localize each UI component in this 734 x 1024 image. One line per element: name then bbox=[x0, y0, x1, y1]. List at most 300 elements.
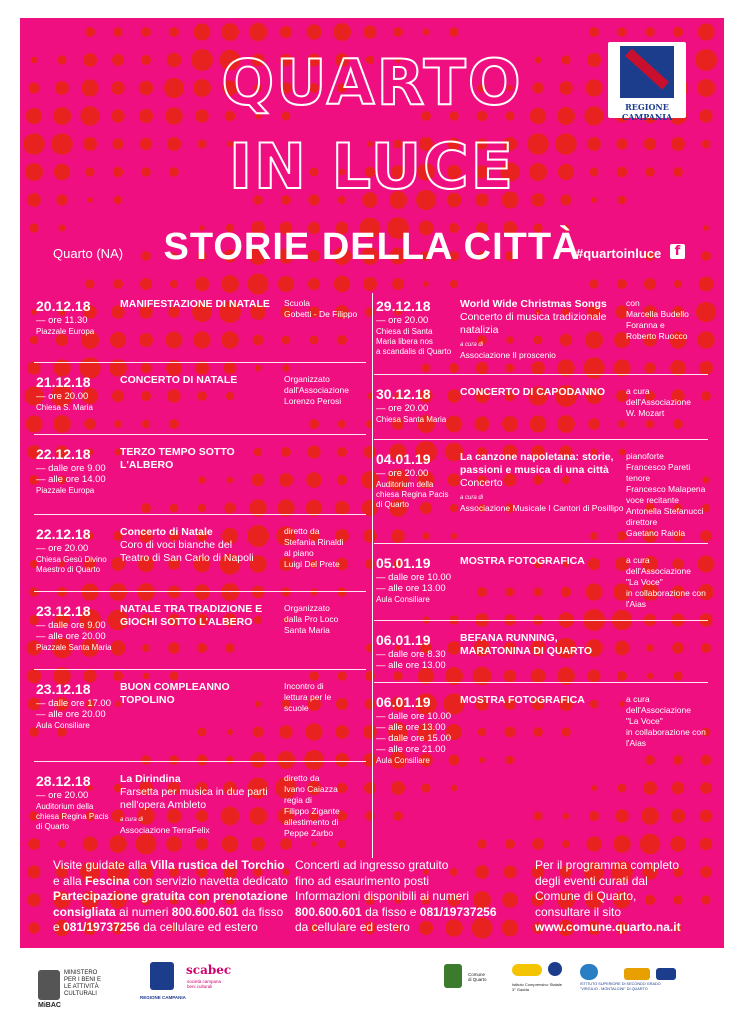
event-note-line: dell'Associazione bbox=[626, 705, 691, 715]
event-date: 22.12.18 bbox=[36, 526, 91, 542]
event-note-line: Ivano Caiazza bbox=[284, 784, 338, 794]
decorative-dot bbox=[449, 27, 458, 36]
decorative-dot bbox=[365, 671, 375, 681]
event-venue: a scandalis di Quarto bbox=[376, 347, 452, 356]
decorative-dot bbox=[253, 727, 264, 738]
event-title-line: CONCERTO DI NATALE bbox=[120, 374, 238, 386]
decorative-dot bbox=[169, 671, 178, 680]
event-title-line: L'ALBERO bbox=[120, 459, 174, 471]
decorative-dot bbox=[450, 280, 458, 288]
sponsor-logos-bar bbox=[0, 948, 734, 1024]
event-note-line: direttore bbox=[626, 517, 658, 527]
location-label: Quarto (NA) bbox=[53, 246, 124, 261]
footer-line[interactable]: www.comune.quarto.na.it bbox=[535, 920, 681, 934]
event-note-line: a cura bbox=[626, 694, 650, 704]
event-separator bbox=[34, 761, 366, 762]
footer-info-visits bbox=[53, 858, 288, 936]
decorative-dot bbox=[447, 473, 460, 486]
decorative-dot bbox=[194, 584, 210, 600]
event-venue: di Quarto bbox=[376, 500, 409, 509]
event-note-line: Santa Maria bbox=[284, 625, 330, 635]
event-time: — dalle ore 8.30 bbox=[376, 649, 446, 660]
decorative-dot bbox=[701, 643, 711, 653]
decorative-dot bbox=[27, 361, 40, 374]
event-note-line: a cura bbox=[626, 555, 650, 565]
decorative-dot bbox=[166, 836, 182, 852]
decorative-dot bbox=[365, 811, 374, 820]
event-note-line: Peppe Zarbo bbox=[284, 828, 334, 838]
decorative-dot bbox=[451, 785, 458, 792]
event-title-line: MANIFESTAZIONE DI NATALE bbox=[120, 298, 270, 310]
decorative-dot bbox=[504, 670, 517, 683]
event-separator bbox=[374, 543, 708, 544]
event-separator bbox=[34, 362, 366, 363]
event-note bbox=[626, 451, 705, 539]
event-note-line: W. Mozart bbox=[626, 408, 665, 418]
regione-logo-label: REGIONE CAMPANIA bbox=[140, 995, 186, 1000]
event-date: 22.12.18 bbox=[36, 446, 91, 462]
footer-line: Per il programma completo bbox=[535, 858, 680, 872]
decorative-dot bbox=[700, 810, 713, 823]
decorative-dot bbox=[701, 391, 711, 401]
footer-info-website bbox=[535, 858, 681, 936]
decorative-dot bbox=[113, 279, 123, 289]
event-note-line: Luigi Del Prete bbox=[284, 559, 340, 569]
decorative-dot bbox=[699, 361, 713, 375]
facebook-icon[interactable]: f bbox=[670, 244, 685, 259]
event-date: 23.12.18 bbox=[36, 681, 91, 697]
decorative-dot bbox=[619, 449, 626, 456]
decorative-dot bbox=[583, 357, 604, 378]
event-title-line: MOSTRA FOTOGRAFICA bbox=[460, 555, 585, 567]
event-note-line: diretto da bbox=[284, 526, 320, 536]
event-note bbox=[626, 694, 706, 749]
event-venue: di Quarto bbox=[36, 822, 69, 831]
decorative-dot bbox=[646, 644, 654, 652]
event-title bbox=[460, 386, 605, 399]
footer-line: consigliata ai numeri 800.600.601 da fisso bbox=[53, 904, 284, 919]
event-note-line: Roberto Ruocco bbox=[626, 331, 688, 341]
mibac-text: MINISTERO PER I BENI E LE ATTIVITÀ CULTURALI bbox=[64, 970, 102, 997]
decorative-dot bbox=[363, 277, 377, 291]
decorative-dot bbox=[282, 336, 291, 345]
decorative-dot bbox=[282, 364, 290, 372]
decorative-dot bbox=[221, 583, 239, 601]
decorative-dot bbox=[557, 415, 575, 433]
event-title-line: BUON COMPLEANNO bbox=[120, 681, 230, 693]
event-note bbox=[284, 773, 340, 839]
event-title bbox=[120, 298, 270, 311]
event-subtitle-line: Farsetta per musica in due parti bbox=[120, 786, 268, 798]
event-subtitle-line: Concerto di musica tradizionale bbox=[460, 311, 607, 323]
hashtag: #quartoinluce bbox=[576, 246, 662, 261]
decorative-dot bbox=[533, 811, 542, 820]
event-organizer-name: Associazione TerraFelix bbox=[120, 825, 210, 835]
event-time: — dalle ore 10.00 bbox=[376, 572, 451, 583]
subtitle: STORIE DELLA CITTÀ bbox=[163, 226, 581, 268]
event-times bbox=[376, 315, 451, 356]
footer-line: Concerti ad ingresso gratuito bbox=[295, 858, 449, 872]
decorative-dot bbox=[193, 331, 210, 348]
event-note-line: Gobetti - De Filippo bbox=[284, 309, 358, 319]
decorative-dot bbox=[646, 420, 655, 429]
event-note bbox=[284, 681, 331, 714]
event-separator bbox=[34, 669, 366, 670]
decorative-dot bbox=[337, 335, 347, 345]
decorative-dot bbox=[674, 280, 682, 288]
event-note bbox=[284, 298, 357, 320]
decorative-dot bbox=[700, 782, 712, 794]
event-times bbox=[376, 403, 446, 424]
event-times bbox=[36, 790, 108, 831]
decorative-dot bbox=[530, 416, 547, 433]
decorative-dot bbox=[617, 27, 626, 36]
event-organizer-label: a cura di bbox=[460, 342, 484, 348]
decorative-dot bbox=[168, 586, 181, 599]
event-title-line: BEFANA RUNNING, bbox=[460, 632, 558, 644]
school2-label: ISTITUTO SUPERIORE DI SECONDO GRADO "VIRGILIO - MONTALCINI" DI QUARTO bbox=[580, 982, 661, 991]
event-title bbox=[120, 773, 268, 812]
decorative-dot bbox=[672, 642, 684, 654]
event-title bbox=[460, 298, 607, 337]
event-time: — ore 20.00 bbox=[36, 543, 89, 554]
event-note-line: Gaetano Raiola bbox=[626, 528, 686, 538]
event-venue: chiesa Regina Pacis bbox=[376, 490, 449, 499]
decorative-dot bbox=[224, 362, 237, 375]
decorative-dot bbox=[365, 307, 375, 317]
decorative-dot bbox=[645, 27, 655, 37]
decorative-dot bbox=[197, 643, 207, 653]
decorative-dot bbox=[617, 671, 627, 681]
decorative-dot bbox=[141, 363, 152, 374]
decorative-dot bbox=[641, 807, 659, 825]
decorative-dot bbox=[393, 811, 403, 821]
event-note-line: regia di bbox=[284, 795, 312, 805]
decorative-dot bbox=[613, 835, 631, 853]
decorative-dot bbox=[393, 27, 403, 37]
decorative-dot bbox=[197, 391, 207, 401]
decorative-dot bbox=[697, 331, 715, 349]
decorative-dot bbox=[305, 723, 322, 740]
event-note-line: "La Voce" bbox=[626, 716, 663, 726]
event-title bbox=[460, 632, 592, 658]
decorative-dot bbox=[449, 363, 459, 373]
footer-line: da cellulare ed estero bbox=[295, 920, 410, 934]
decorative-dot bbox=[615, 641, 630, 656]
decorative-dot bbox=[109, 835, 127, 853]
decorative-dot bbox=[365, 699, 376, 710]
scabec-logo: scabec bbox=[186, 963, 232, 977]
decorative-dot bbox=[479, 757, 485, 763]
event-title-line: La Dirindina bbox=[120, 773, 181, 785]
footer-line: e alla Fescina con servizio navetta dedicato bbox=[53, 873, 288, 888]
decorative-dot bbox=[337, 475, 347, 485]
event-note-line: dalla Pro Loco bbox=[284, 614, 339, 624]
event-title-line: World Wide Christmas Songs bbox=[460, 298, 607, 310]
decorative-dot bbox=[643, 781, 657, 795]
event-title-line: passioni e musica di una città bbox=[460, 464, 609, 476]
decorative-dot bbox=[137, 583, 155, 601]
event-note-line: Scuola bbox=[284, 298, 310, 308]
footer-line: fino ad esaurimento posti bbox=[295, 873, 430, 888]
decorative-dot bbox=[561, 587, 571, 597]
decorative-dot bbox=[30, 336, 39, 345]
decorative-dot bbox=[311, 841, 317, 847]
decorative-dot bbox=[673, 27, 683, 37]
event-date: 29.12.18 bbox=[376, 298, 431, 314]
decorative-dot bbox=[363, 753, 377, 767]
decorative-dot bbox=[226, 392, 234, 400]
decorative-dot bbox=[561, 727, 571, 737]
decorative-dot bbox=[195, 277, 210, 292]
event-separator bbox=[34, 514, 366, 515]
decorative-dot bbox=[26, 416, 43, 433]
event-organizer-label: a cura di bbox=[120, 817, 144, 823]
event-date: 06.01.19 bbox=[376, 694, 431, 710]
event-note-line: diretto da bbox=[284, 773, 320, 783]
event-subtitle-line: Coro di voci bianche del bbox=[120, 539, 233, 551]
title-line-2: IN LUCE bbox=[228, 130, 516, 203]
decorative-dot bbox=[57, 587, 67, 597]
event-note-line: a cura bbox=[626, 386, 650, 396]
decorative-dot bbox=[476, 362, 489, 375]
decorative-dot bbox=[309, 419, 319, 429]
event-note-line: dall'Associazione bbox=[284, 385, 349, 395]
decorative-dot bbox=[363, 529, 377, 543]
decorative-dot bbox=[227, 729, 233, 735]
event-note-line: Francesco Malapena bbox=[626, 484, 706, 494]
event-note-line: al piano bbox=[284, 548, 314, 558]
decorative-dot bbox=[672, 782, 685, 795]
event-date: 20.12.18 bbox=[36, 298, 91, 314]
decorative-dot bbox=[28, 922, 39, 933]
decorative-dot bbox=[113, 27, 122, 36]
decorative-dot bbox=[254, 448, 262, 456]
event-separator bbox=[374, 620, 708, 621]
decorative-dot bbox=[224, 502, 235, 513]
decorative-dot bbox=[112, 390, 124, 402]
decorative-dot bbox=[310, 588, 317, 595]
footer-line: Partecipazione gratuita con prenotazione bbox=[53, 889, 288, 903]
event-note bbox=[626, 555, 706, 610]
decorative-dot bbox=[198, 728, 207, 737]
decorative-dot bbox=[422, 28, 429, 35]
event-note-line: Francesco Pareti bbox=[626, 462, 691, 472]
decorative-dot bbox=[281, 447, 291, 457]
event-note-line: Incontro di bbox=[284, 681, 324, 691]
decorative-dot bbox=[335, 753, 349, 767]
event-times bbox=[36, 391, 93, 412]
event-date: 21.12.18 bbox=[36, 374, 91, 390]
decorative-dot bbox=[619, 701, 625, 707]
decorative-dot bbox=[618, 784, 627, 793]
event-note-line: tenore bbox=[626, 473, 651, 483]
event-note-line: Marcella Budello bbox=[626, 309, 689, 319]
event-venue: Chiesa Santa Maria bbox=[376, 415, 447, 424]
event-note-line: Foranna e bbox=[626, 320, 665, 330]
decorative-dot bbox=[533, 587, 542, 596]
decorative-dot bbox=[590, 700, 599, 709]
decorative-dot bbox=[84, 418, 96, 430]
event-note-line: Organizzato bbox=[284, 374, 330, 384]
event-note-line: voce recitante bbox=[626, 495, 679, 505]
decorative-dot bbox=[423, 281, 429, 287]
decorative-dot bbox=[168, 642, 180, 654]
decorative-dot bbox=[169, 27, 179, 37]
decorative-dot bbox=[250, 752, 266, 768]
decorative-dot bbox=[255, 701, 262, 708]
title-line-1: QUARTO bbox=[221, 46, 523, 119]
decorative-dot bbox=[588, 418, 600, 430]
eu-flag-icon bbox=[656, 968, 676, 980]
decorative-dot bbox=[334, 276, 351, 293]
event-times bbox=[36, 620, 112, 652]
decorative-dot bbox=[531, 361, 545, 375]
decorative-dot bbox=[644, 278, 656, 290]
event-venue: Auditorium della bbox=[36, 802, 94, 811]
decorative-dot bbox=[393, 671, 403, 681]
event-note-line: Antonella Stefanucci bbox=[626, 506, 704, 516]
school1-logo-icon bbox=[512, 964, 542, 976]
event-venue: chiesa Regina Pacis bbox=[36, 812, 109, 821]
event-time: — alle ore 13.00 bbox=[376, 583, 446, 594]
decorative-dot bbox=[506, 756, 515, 765]
decorative-dot bbox=[141, 27, 151, 37]
decorative-dot bbox=[450, 504, 458, 512]
event-venue: Aula Consiliare bbox=[36, 721, 90, 730]
decorative-dot bbox=[447, 641, 461, 655]
event-organizer-label: a cura di bbox=[460, 495, 484, 501]
decorative-dot bbox=[422, 532, 430, 540]
event-note-line: Stefania Rinaldi bbox=[284, 537, 344, 547]
decorative-dot bbox=[110, 332, 126, 348]
decorative-dot bbox=[58, 840, 66, 848]
event-date: 28.12.18 bbox=[36, 773, 91, 789]
decorative-dot bbox=[589, 279, 598, 288]
decorative-dot bbox=[136, 834, 157, 855]
event-subtitle-line: Teatro di San Carlo di Napoli bbox=[120, 552, 254, 564]
event-time: — dalle ore 10.00 bbox=[376, 711, 451, 722]
footer-line: Visite guidate alla Villa rustica del Torchio bbox=[53, 858, 285, 872]
decorative-dot bbox=[478, 728, 487, 737]
event-note-line: allestimento di bbox=[284, 817, 339, 827]
decorative-dot bbox=[391, 529, 405, 543]
event-venue: Aula Consiliare bbox=[376, 595, 430, 604]
decorative-dot bbox=[645, 755, 655, 765]
regione-shield-icon bbox=[150, 962, 174, 990]
event-date: 05.01.19 bbox=[376, 555, 431, 571]
decorative-dot bbox=[586, 836, 601, 851]
decorative-dot bbox=[474, 416, 489, 431]
decorative-dot bbox=[333, 23, 351, 41]
event-organizer bbox=[120, 815, 210, 835]
decorative-dot bbox=[170, 280, 178, 288]
event-note bbox=[284, 526, 344, 570]
column-divider bbox=[372, 293, 373, 858]
event-note-line: l'Aias bbox=[626, 599, 647, 609]
decorative-dot bbox=[337, 587, 347, 597]
event-note-line: l'Aias bbox=[626, 738, 647, 748]
event-time: — alle ore 21.00 bbox=[376, 744, 446, 755]
decorative-dot bbox=[701, 895, 710, 904]
decorative-dot bbox=[197, 755, 208, 766]
mibac-acronym: MiBAC bbox=[38, 1002, 61, 1009]
comune-label: Comune di Quarto bbox=[468, 972, 487, 982]
event-note bbox=[626, 298, 689, 342]
event-note-line: in collaborazione con bbox=[626, 588, 706, 598]
decorative-dot bbox=[446, 416, 463, 433]
decorative-dot bbox=[700, 838, 713, 851]
decorative-dot bbox=[617, 279, 627, 289]
decorative-dot bbox=[166, 332, 183, 349]
event-title bbox=[460, 451, 613, 490]
decorative-dot bbox=[81, 583, 98, 600]
decorative-dot bbox=[365, 559, 375, 569]
decorative-dot bbox=[169, 419, 179, 429]
decorative-dot bbox=[110, 640, 125, 655]
event-separator bbox=[374, 439, 708, 440]
decorative-dot bbox=[195, 361, 209, 375]
scabec-subtitle: società campana beni culturali bbox=[187, 979, 222, 989]
footer-line: Comune di Quarto, bbox=[535, 889, 637, 903]
decorative-dot bbox=[503, 865, 516, 878]
decorative-dot bbox=[307, 445, 320, 458]
decorative-dot bbox=[640, 834, 661, 855]
decorative-dot bbox=[673, 419, 683, 429]
decorative-dot bbox=[670, 836, 685, 851]
decorative-dot bbox=[364, 782, 376, 794]
event-title bbox=[120, 526, 254, 565]
decorative-dot bbox=[563, 813, 570, 820]
decorative-dot bbox=[506, 364, 515, 373]
decorative-dot bbox=[696, 302, 716, 322]
event-organizer-name: Associazione Il proscenio bbox=[460, 350, 556, 360]
event-title-line: MARATONINA DI QUARTO bbox=[460, 645, 593, 657]
event-title-line: La canzone napoletana: storie, bbox=[460, 451, 614, 463]
decorative-dot bbox=[502, 416, 518, 432]
event-note-line: Lorenzo Perosi bbox=[284, 396, 342, 406]
school1-label: Istituto Comprensivo Statale 3° Gadda bbox=[512, 982, 563, 992]
decorative-dot bbox=[221, 23, 239, 41]
decorative-dot bbox=[226, 756, 235, 765]
decorative-dot bbox=[83, 837, 98, 852]
event-note bbox=[284, 603, 338, 636]
region-logo-text: REGIONE CAMPANIA bbox=[621, 102, 673, 122]
decorative-dot bbox=[252, 474, 265, 487]
decorative-dot bbox=[505, 587, 514, 596]
decorative-dot bbox=[698, 24, 715, 41]
decorative-dot bbox=[306, 24, 321, 39]
event-title-line: TERZO TEMPO SOTTO bbox=[120, 446, 235, 458]
event-subtitle-line: natalizia bbox=[460, 324, 499, 336]
decorative-dot bbox=[194, 24, 211, 41]
decorative-dot bbox=[615, 809, 628, 822]
event-note-line: pianoforte bbox=[626, 451, 664, 461]
decorative-dot bbox=[532, 838, 544, 850]
event-times bbox=[36, 463, 106, 495]
decorative-dot bbox=[336, 698, 348, 710]
decorative-dot bbox=[53, 415, 71, 433]
decorative-dot bbox=[140, 278, 152, 290]
decorative-dot bbox=[113, 671, 123, 681]
event-time: — ore 11.30 bbox=[36, 315, 88, 326]
decorative-dot bbox=[141, 391, 151, 401]
decorative-dot bbox=[196, 838, 209, 851]
event-venue: Piazzale Europa bbox=[36, 486, 95, 495]
event-time: — ore 20.00 bbox=[36, 790, 89, 801]
decorative-dot bbox=[391, 781, 405, 795]
decorative-dot bbox=[279, 473, 293, 487]
